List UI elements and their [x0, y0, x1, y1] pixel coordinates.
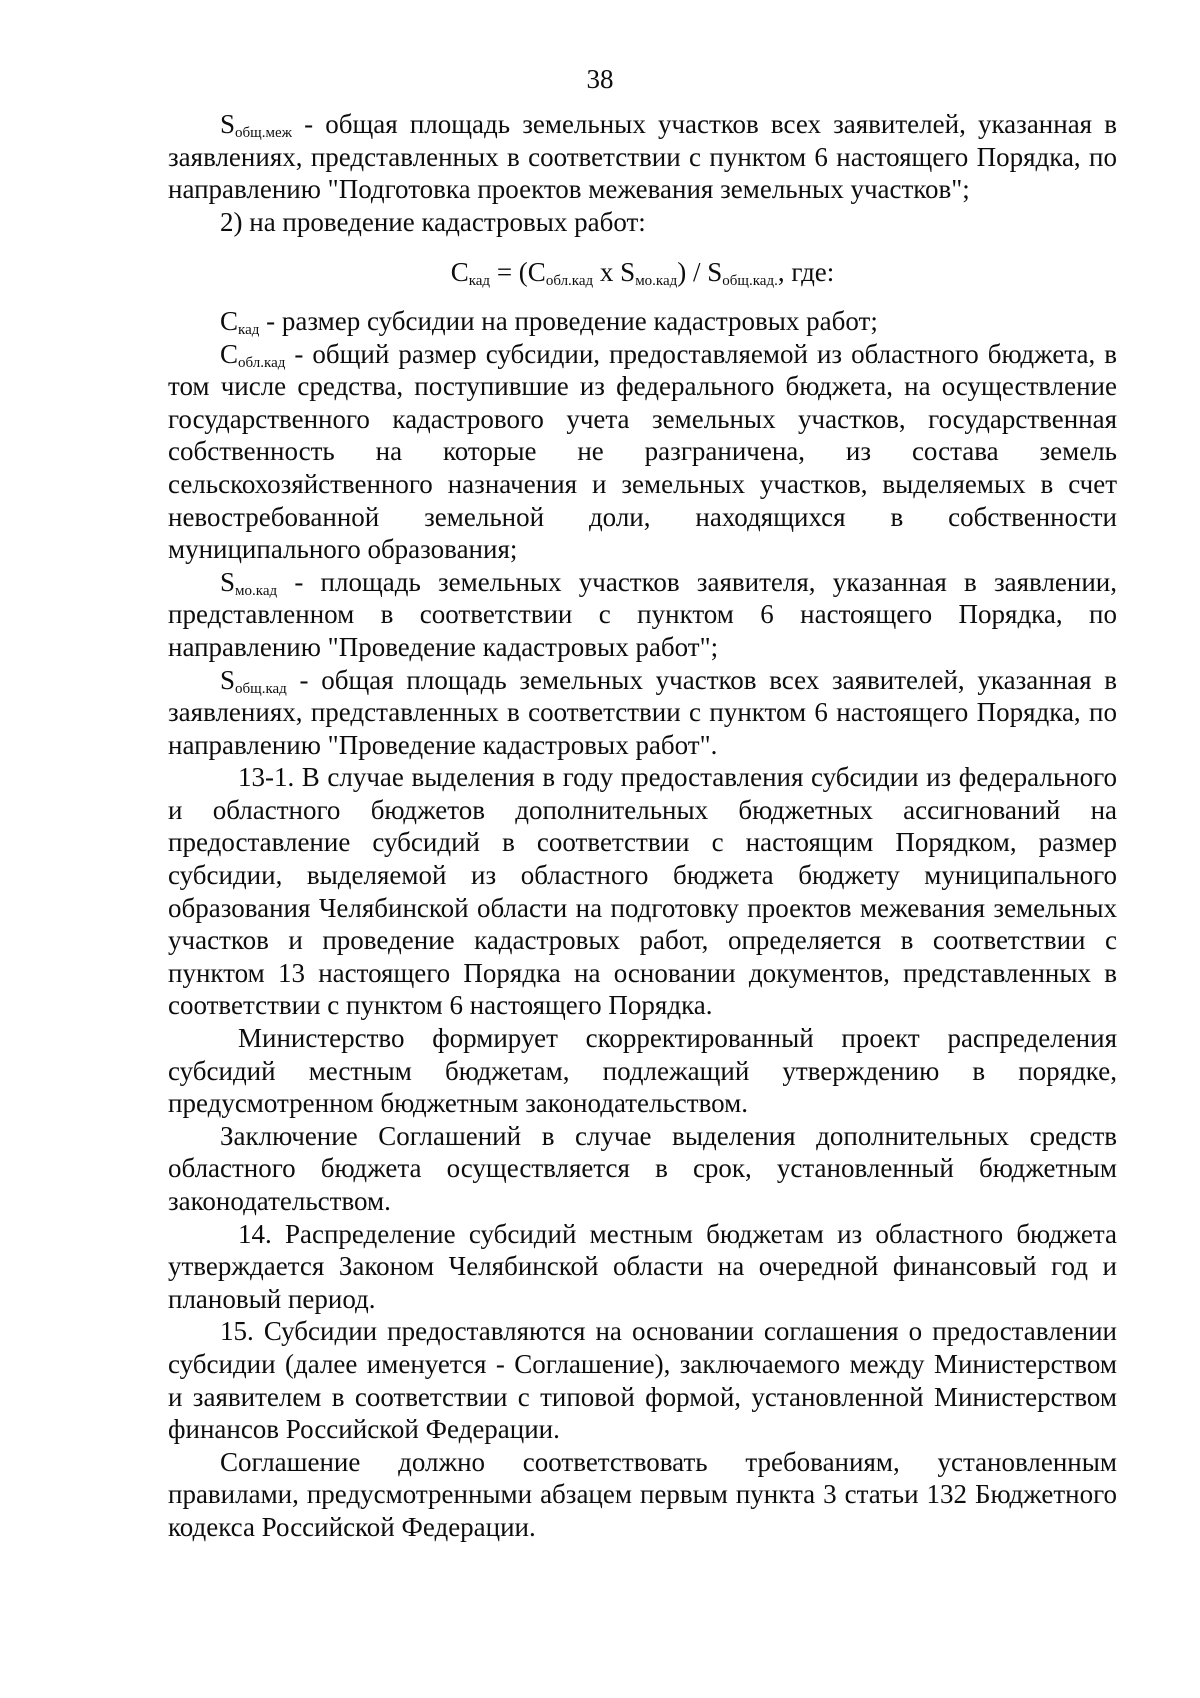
text-run: - общая площадь земельных участков всех заявителей, указанная в заявлениях, представленных в соответствии с пунктом 6 настоящего Порядка, по направлению "Проведение кадастровых работ".	[168, 664, 1117, 760]
paragraph	[168, 1120, 1117, 1218]
paragraph	[168, 1315, 1117, 1445]
paragraph	[168, 338, 1117, 566]
paragraph	[168, 566, 1117, 664]
text-run: S	[220, 664, 236, 695]
paragraph	[168, 1446, 1117, 1544]
text-run: Министерство формирует скорректированный проект распределения субсидий местным бюджетам, подлежащий утверждению в порядке, предусмотренном бюджетным законодательством.	[168, 1023, 1117, 1119]
text-run: С	[220, 338, 239, 369]
subscript: мо.кад	[635, 273, 678, 290]
paragraph	[168, 206, 1117, 239]
text-run: - площадь земельных участков заявителя, указанная в заявлении, представленном в соответствии с пунктом 6 настоящего Порядка, по направлению "Проведение кадастровых работ";	[168, 566, 1117, 662]
text-run: 15. Субсидии предоставляются на основании соглашения о предоставлении субсидии (далее именуется - Соглашение), заключаемого между Министерством и заявителем в соответствии с типовой формой, установленной Министерством финансов Российской Федерации.	[168, 1316, 1117, 1445]
text-run: - размер субсидии на проведение кадастровых работ;	[259, 305, 878, 336]
paragraph	[168, 108, 1117, 206]
text-run: S	[220, 109, 236, 139]
formula	[168, 256, 1117, 289]
text-run: ) / S	[677, 257, 723, 288]
text-run: , где:	[777, 257, 835, 288]
text-run: С	[450, 257, 469, 288]
subscript: общ.кад	[235, 680, 287, 697]
text-run: - общая площадь земельных участков всех заявителей, указанная в заявлениях, представленных в соответствии с пунктом 6 настоящего Порядка, по направлению "Подготовка проектов межевания земельных участков";	[168, 109, 1117, 205]
text-run: 13-1. В случае выделения в году предоставления субсидии из федерального и областного бюджетов дополнительных бюджетных ассигнований на предоставление субсидий в соответствии с настоящим Порядком, размер субсидии, выделяемой из областного бюджета бюджету муниципального образования Челябинской области на подготовку проектов межевания земельных участков и проведение кадастровых работ, определяется в соответствии с пунктом 13 настоящего Порядка на основании документов, представленных в соответствии с пунктом 6 настоящего Порядка.	[168, 762, 1117, 1021]
subscript: мо.кад	[235, 582, 278, 599]
page-number: 38	[586, 64, 614, 94]
subscript: кад	[468, 273, 491, 290]
document-body	[168, 108, 1117, 1544]
paragraph	[168, 761, 1117, 1022]
subscript: обл.кад	[238, 354, 286, 371]
text-run: С	[220, 305, 239, 336]
text-run: х S	[593, 257, 636, 288]
paragraph	[168, 1218, 1117, 1316]
subscript: обл.кад	[545, 273, 594, 290]
subscript: общ.меж	[235, 125, 292, 141]
paragraph	[168, 305, 1117, 338]
text-run: Заключение Соглашений в случае выделения дополнительных средств областного бюджета осуществляется в срок, установленный бюджетным законодательством.	[168, 1120, 1117, 1216]
text-run: 2) на проведение кадастровых работ:	[220, 206, 646, 237]
text-run: - общий размер субсидии, предоставляемой из областного бюджета, в том числе средства, поступившие из федерального бюджета, на осуществление государственного кадастрового учета земельных участков, государственная собственность на которые не разграничена, из состава земель сельскохозяйственного назначения и земельных участков, выделяемых в счет невостребованной земельной доли, находящихся в собственности муниципального образования;	[168, 338, 1117, 565]
text-run: Соглашение должно соответствовать требованиям, установленным правилами, предусмотренными абзацем первым пункта 3 статьи 132 Бюджетного кодекса Российской Федерации.	[168, 1446, 1117, 1542]
text-run: S	[220, 566, 236, 597]
text-run: = (С	[490, 257, 546, 288]
paragraph	[168, 664, 1117, 762]
subscript: общ.кад.	[722, 273, 778, 290]
text-run: 14. Распределение субсидий местным бюджетам из областного бюджета утверждается Законом Челябинской области на очередной финансовый год и плановый период.	[168, 1218, 1117, 1314]
subscript: кад	[238, 321, 260, 338]
paragraph	[168, 1022, 1117, 1120]
